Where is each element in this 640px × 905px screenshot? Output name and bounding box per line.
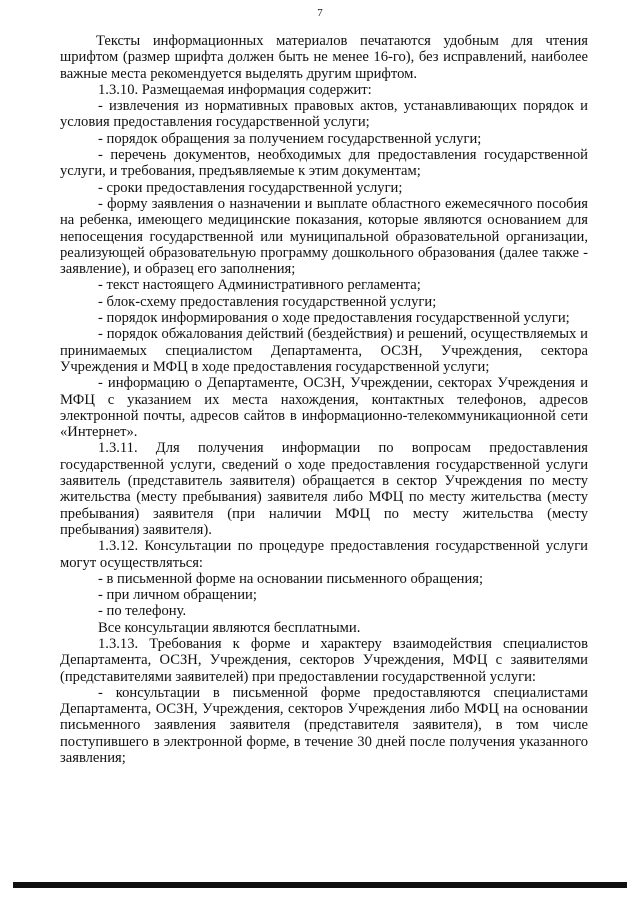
paragraph-free-consultations: Все консультации являются бесплатными. bbox=[98, 619, 361, 636]
paragraph-1-3-10: 1.3.10. Размещаемая информация содержит: bbox=[98, 81, 372, 98]
list-item-department-info: - информацию о Департаменте, ОСЗН, Учреждении, секторах Учреждения и МФЦ с указанием их места нахождения, контактных телефонов, адресов электронной почты, адресов сайтов в информационно-телекоммуникационной сети «Интернет». bbox=[60, 375, 588, 441]
list-item-normative-acts: - извлечения из нормативных правовых актов, устанавливающих порядок и условия предоставления государственной услуги; bbox=[60, 98, 588, 131]
list-item-application-procedure: - порядок обращения за получением государственной услуги; bbox=[98, 130, 482, 147]
list-item-application-form: - форму заявления о назначении и выплате областного ежемесячного пособия на ребенка, имеющего медицинские показания, которые являются основанием для непосещения государственной или муниципальной образовательной организации, реализующей образовательную программу дошкольного образования (далее также - заявление), и образец его заполнения; bbox=[60, 195, 588, 278]
paragraph-1-3-13: 1.3.13. Требования к форме и характеру взаимодействия специалистов Департамента, ОСЗН, Учреждения, секторов Учреждения, МФЦ с заявителями (представителями заявителей) при предоставлении государственной услуги: bbox=[60, 635, 588, 685]
list-item-documents-list: - перечень документов, необходимых для предоставления государственной услуги, и требования, предъявляемые к этим документам; bbox=[60, 147, 588, 180]
paragraph-info-materials-font: Тексты информационных материалов печатаются удобным для чтения шрифтом (размер шрифта должен быть не менее 16-го), без исправлений, наиболее важные места рекомендуется выделять другим шрифтом. bbox=[60, 33, 588, 82]
list-item-written-consultations: - консультации в письменной форме предоставляются специалистами Департамента, ОСЗН, Учреждения, секторов Учреждения либо МФЦ на основании письменного заявления заявителя (представителя заявителя), в том числе поступившего в электронной форме, в течение 30 дней после получения указанного заявления; bbox=[60, 684, 588, 767]
list-item-flowchart: - блок-схему предоставления государственной услуги; bbox=[98, 293, 437, 310]
list-item-written-form: - в письменной форме на основании письменного обращения; bbox=[98, 570, 484, 587]
list-item-by-phone: - по телефону. bbox=[98, 603, 187, 620]
list-item-regulation-text: - текст настоящего Административного регламента; bbox=[98, 277, 421, 294]
list-item-personal-visit: - при личном обращении; bbox=[98, 587, 257, 604]
list-item-service-terms: - сроки предоставления государственной услуги; bbox=[98, 179, 403, 196]
paragraph-1-3-11: 1.3.11. Для получения информации по вопросам предоставления государственной услуги, сведений о ходе предоставления государственной услуги заявитель (представитель заявителя) обращается в сектор Учреждения по месту жительства (месту пребывания) заявителя либо МФЦ по месту жительства (месту пребывания) заявителя (при наличии МФЦ по месту жительства (месту пребывания) заявителя). bbox=[60, 440, 588, 538]
document-body bbox=[60, 33, 588, 766]
bottom-border-line bbox=[13, 882, 627, 888]
list-item-informing-procedure: - порядок информирования о ходе предоставления государственной услуги; bbox=[98, 310, 570, 327]
paragraph-1-3-12: 1.3.12. Консультации по процедуре предоставления государственной услуги могут осуществляться: bbox=[60, 538, 588, 571]
list-item-appeal-procedure: - порядок обжалования действий (бездействия) и решений, осуществляемых и принимаемых специалистом Департамента, ОСЗН, Учреждения, сектора Учреждения и МФЦ в ходе предоставления государственной услуги; bbox=[60, 326, 588, 375]
page-number: 7 bbox=[317, 7, 323, 19]
